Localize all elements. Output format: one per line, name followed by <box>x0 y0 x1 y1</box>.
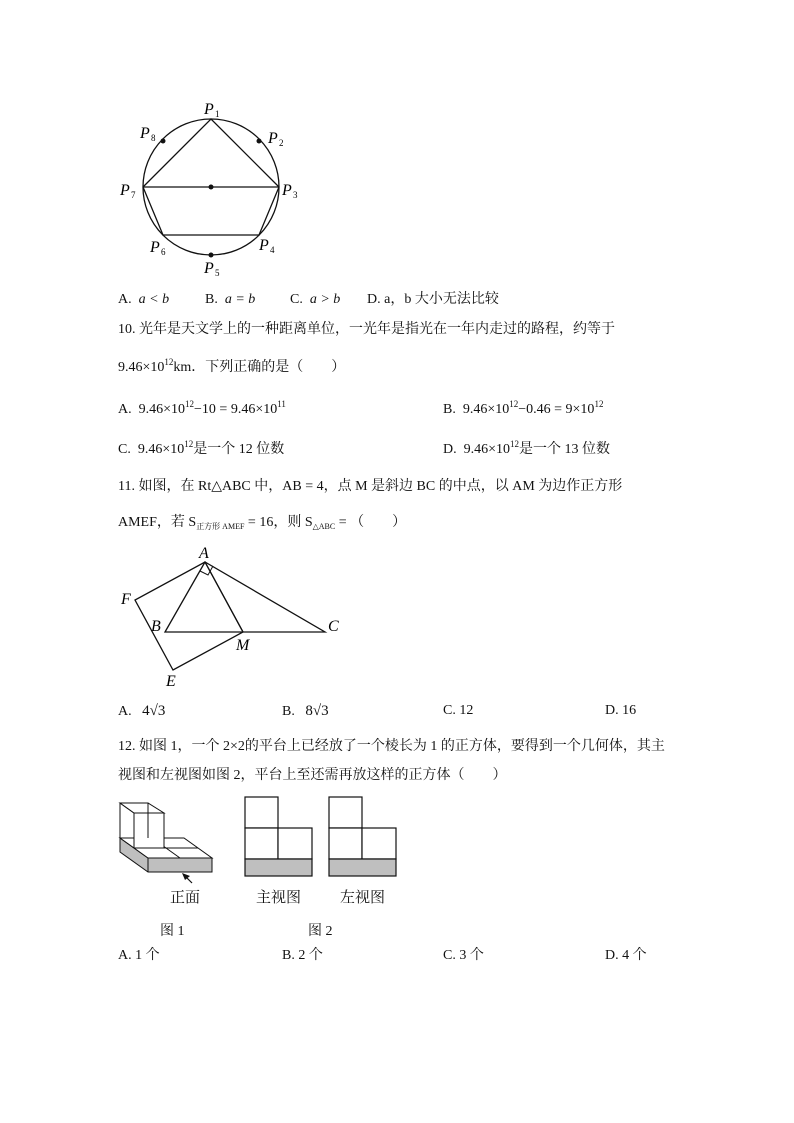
triangle-p7-p1-p3 <box>143 119 279 187</box>
option-text: a，b 大小无法比较 <box>384 292 499 307</box>
option-part: 是一个 13 位数 <box>519 442 611 457</box>
option-letter: C. <box>443 948 456 963</box>
option-text: 4 个 <box>622 948 647 963</box>
option-letter: A. <box>118 704 132 719</box>
option-exp: 12 <box>594 399 604 409</box>
option-text: 12 <box>459 703 474 718</box>
option-text: 16 <box>622 703 637 718</box>
option-letter: B. <box>282 704 295 719</box>
option-text: a < b <box>138 292 170 307</box>
q10-stem-rest: km．下列正确的是（ ） <box>173 360 346 375</box>
label-p6-sub: 6 <box>161 247 166 257</box>
q11-stem-line1: 11. 如图，在 Rt△ABC 中，AB = 4，点 M 是斜边 BC 的中点，以 AM 为边作正方形 <box>118 479 623 494</box>
q9-option-d[interactable] <box>367 290 499 310</box>
option-part: −0.46 = 9×10 <box>518 402 595 417</box>
option-text: a > b <box>309 292 341 307</box>
q10-stem-line2 <box>118 358 345 378</box>
option-text: 8√3 <box>305 703 329 719</box>
label-p5-sub: 5 <box>215 268 220 278</box>
option-exp: 12 <box>184 439 194 449</box>
fig1-caption: 图 1 <box>160 924 185 939</box>
platform-cube-figure <box>115 795 225 885</box>
label-p5: P <box>204 260 214 277</box>
label-p4-sub: 4 <box>270 245 275 255</box>
q11-subscript-triangle: △ABC <box>312 522 336 531</box>
circle-octagon-figure <box>112 92 312 282</box>
label-p8-sub: 8 <box>151 133 156 143</box>
option-letter: D. <box>605 948 619 963</box>
q12-option-d[interactable] <box>605 946 647 966</box>
option-exp: 12 <box>510 439 520 449</box>
label-p3-sub: 3 <box>293 190 298 200</box>
label-p1-sub: 1 <box>215 109 220 119</box>
point-p5-dot <box>209 253 214 258</box>
main-view-figure <box>240 793 320 883</box>
q11-stem-line2 <box>118 513 406 537</box>
triangle-square-figure <box>115 540 355 690</box>
quadrilateral-p3-p4-p6-p7 <box>143 187 279 235</box>
option-letter: A. <box>118 292 132 307</box>
q11-option-d[interactable] <box>605 701 636 721</box>
option-exp: 12 <box>185 399 195 409</box>
label-b: B <box>151 618 161 635</box>
option-text: 4√3 <box>142 703 166 719</box>
q11-option-b[interactable] <box>282 701 329 722</box>
label-p8: P <box>140 125 150 142</box>
option-part: 9.46×10 <box>138 402 186 417</box>
option-exp: 12 <box>509 399 519 409</box>
left-view-label: 左视图 <box>340 890 386 906</box>
option-part: 9.46×10 <box>462 402 510 417</box>
q10-option-d[interactable] <box>443 440 610 460</box>
label-p6: P <box>150 239 160 256</box>
option-letter: B. <box>443 402 456 417</box>
point-p2-dot <box>257 139 262 144</box>
q10-number: 9.46×10 <box>118 360 165 375</box>
option-letter: A. <box>118 402 132 417</box>
q9-option-c[interactable] <box>290 290 340 310</box>
label-c: C <box>328 618 339 635</box>
q12-option-b[interactable] <box>282 946 323 966</box>
option-part: 9.46×10 <box>137 442 185 457</box>
q12-option-a[interactable] <box>118 946 160 966</box>
q11-stem-part: = 16，则 S <box>244 515 313 530</box>
label-p2: P <box>268 130 278 147</box>
option-letter: B. <box>282 948 295 963</box>
option-text: a = b <box>224 292 256 307</box>
label-f: F <box>121 591 131 608</box>
square-amef <box>135 562 243 670</box>
q11-subscript-square: 正方形 AMEF <box>196 522 245 531</box>
option-letter: C. <box>118 442 131 457</box>
label-e: E <box>166 673 176 690</box>
option-letter: D. <box>367 292 381 307</box>
option-exp: 11 <box>277 399 286 409</box>
q10-stem-line1: 10. 光年是天文学上的一种距离单位，一光年是指光在一年内走过的路程，约等于 <box>118 322 615 337</box>
option-text: 3 个 <box>459 948 484 963</box>
main-view-label: 主视图 <box>256 890 302 906</box>
q12-stem-line2: 视图和左视图如图 2，平台上至还需再放这样的正方体（ ） <box>118 768 507 783</box>
q10-option-c[interactable] <box>118 440 284 460</box>
option-letter: C. <box>443 703 456 718</box>
label-p4: P <box>259 237 269 254</box>
option-text: 1 个 <box>135 948 160 963</box>
label-p3: P <box>282 182 292 199</box>
option-part: 9.46×10 <box>463 442 511 457</box>
option-letter: A. <box>118 948 132 963</box>
label-a: A <box>199 545 209 562</box>
label-p2-sub: 2 <box>279 138 284 148</box>
center-dot <box>209 185 214 190</box>
fig2-caption: 图 2 <box>308 924 333 939</box>
option-part: −10 = 9.46×10 <box>194 402 278 417</box>
option-letter: D. <box>605 703 619 718</box>
point-p8-dot <box>161 139 166 144</box>
q10-option-a[interactable] <box>118 400 286 420</box>
left-view-figure <box>323 793 403 883</box>
q9-option-a[interactable] <box>118 290 169 310</box>
front-label: 正面 <box>170 890 201 906</box>
option-text: 2 个 <box>298 948 323 963</box>
q11-option-c[interactable] <box>443 701 473 721</box>
option-letter: B. <box>205 292 218 307</box>
label-p7: P <box>120 182 130 199</box>
label-p1: P <box>204 101 214 118</box>
q11-option-a[interactable] <box>118 701 165 722</box>
q12-stem-line1: 12. 如图 1，一个 2×2的平台上已经放了一个棱长为 1 的正方体，要得到一个几何体，其主 <box>118 739 665 754</box>
option-part: 是一个 12 位数 <box>193 442 285 457</box>
triangle-abc <box>165 562 325 632</box>
q9-option-b[interactable] <box>205 290 255 310</box>
option-letter: C. <box>290 292 303 307</box>
label-m: M <box>236 637 250 654</box>
q11-stem-part: = （ ） <box>335 515 407 530</box>
q12-option-c[interactable] <box>443 946 484 966</box>
q11-stem-part: AMEF，若 S <box>118 515 197 530</box>
q10-option-b[interactable] <box>443 400 603 420</box>
q10-exponent: 12 <box>164 357 174 367</box>
label-p7-sub: 7 <box>131 190 136 200</box>
option-letter: D. <box>443 442 457 457</box>
